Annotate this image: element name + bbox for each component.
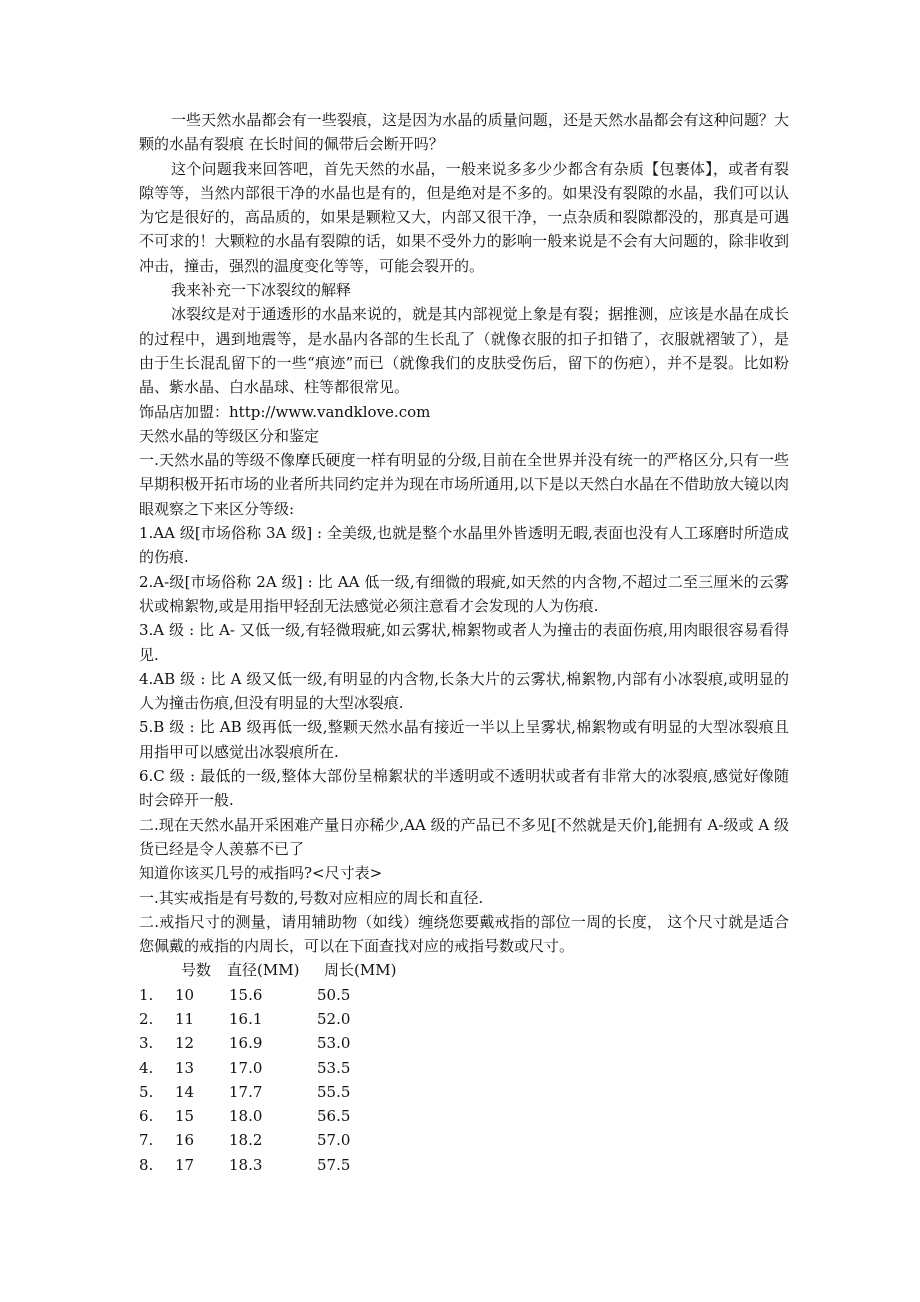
ring-diameter: 17.7	[229, 1082, 263, 1101]
table-row	[139, 1128, 789, 1152]
row-index: 4.	[139, 1058, 154, 1077]
table-row	[139, 1007, 789, 1031]
ring-size: 13	[175, 1058, 195, 1077]
paragraph: 3.A 级 : 比 A- 又低一级,有轻微瑕疵,如云雾状,棉絮物或者人为撞击的表面伤痕,用肉眼很容易看得见.	[139, 621, 789, 664]
ring-diameter: 18.3	[229, 1155, 263, 1174]
ring-circumference: 56.5	[317, 1107, 351, 1126]
ring-diameter: 16.1	[229, 1009, 263, 1028]
paragraph: 二.戒指尺寸的测量，请用辅助物（如线）缠绕您要戴戒指的部位一周的长度， 这个尺寸就是适合您佩戴的戒指的内周长，可以在下面查找对应的戒指号数或尺寸。	[139, 912, 789, 956]
ring-size: 17	[175, 1155, 195, 1174]
row-index: 1.	[139, 985, 154, 1004]
document-page	[139, 108, 789, 1177]
ring-diameter: 18.2	[229, 1131, 263, 1150]
ring-circumference: 52.0	[317, 1009, 351, 1028]
row-index: 7.	[139, 1131, 154, 1150]
ring-size: 12	[175, 1034, 195, 1053]
table-row	[139, 1031, 789, 1055]
paragraph: 天然水晶的等级区分和鉴定	[139, 426, 320, 445]
table-row	[139, 1153, 789, 1177]
paragraph: 一.其实戒指是有号数的,号数对应相应的周长和直径.	[139, 888, 484, 907]
paragraph: 二.现在天然水晶开采困难产量日亦稀少,AA 级的产品已不多见[不然就是天价],能拥有 A-级或 A 级货已经是令人羡慕不已了	[139, 815, 789, 858]
paragraph: 2.A-级[市场俗称 2A 级] : 比 AA 低一级,有细微的瑕疵,如天然的内含物,不超过二至三厘米的云雾状或棉絮物,或是用指甲轻刮无法感觉必须注意看才会发现的人为伤痕.	[139, 572, 789, 615]
ring-size: 11	[175, 1009, 195, 1028]
row-index: 5.	[139, 1082, 154, 1101]
table-row	[139, 1080, 789, 1104]
ring-size: 10	[175, 985, 195, 1004]
table-row	[139, 1056, 789, 1080]
ring-circumference: 55.5	[317, 1082, 351, 1101]
ring-size: 14	[175, 1082, 195, 1101]
ring-size-table	[139, 958, 789, 1177]
paragraph: 5.B 级 : 比 AB 级再低一级,整颗天然水晶有接近一半以上呈雾状,棉絮物或有明显的大型冰裂痕且用指甲可以感觉出冰裂痕所在.	[139, 718, 789, 761]
ring-circumference: 57.5	[317, 1155, 351, 1174]
table-header-row	[139, 958, 789, 982]
ring-diameter: 16.9	[229, 1034, 263, 1053]
ring-diameter: 17.0	[229, 1058, 263, 1077]
ring-circumference: 53.5	[317, 1058, 351, 1077]
ring-size: 15	[175, 1107, 195, 1126]
table-row	[139, 1104, 789, 1128]
paragraph: 6.C 级 : 最低的一级,整体大部份呈棉絮状的半透明或不透明状或者有非常大的冰裂痕,感觉好像随时会碎开一般.	[139, 767, 789, 810]
paragraph: 知道你该买几号的戒指吗?<尺寸表>	[139, 864, 383, 883]
paragraph: 1.AA 级[市场俗称 3A 级] : 全美级,也就是整个水晶里外皆透明无暇,表面也没有人工琢磨时所造成的伤痕.	[139, 524, 789, 567]
paragraph: 4.AB 级 : 比 A 级又低一级,有明显的内含物,长条大片的云雾状,棉絮物,内部有小冰裂痕,或明显的人为撞击伤痕,但没有明显的大型冰裂痕.	[139, 669, 789, 713]
table-row	[139, 983, 789, 1007]
paragraph: 一些天然水晶都会有一些裂痕，这是因为水晶的质量问题，还是天然水晶都会有这种问题？大颗的水晶有裂痕 在长时间的佩带后会断开吗？	[139, 111, 789, 154]
ring-diameter: 15.6	[229, 985, 263, 1004]
document-body	[139, 108, 789, 958]
paragraph: 这个问题我来回答吧，首先天然的水晶，一般来说多多少少都含有杂质【包裹体】，或者有裂隙等等，当然内部很干净的水晶也是有的，但是绝对是不多的。如果没有裂隙的水晶，我们可以认为它是很好的，高品质的，如果是颗粒又大，内部又很干净，一点杂质和裂隙都没的，那真是可遇不可求的！大颗粒的水晶有裂隙的话，如果不受外力的影响一般来说是不会有大问题的，除非收到冲击，撞击，强烈的温度变化等等，可能会裂开的。	[139, 159, 789, 275]
ring-size: 16	[175, 1131, 195, 1150]
header-size: 号数	[181, 961, 212, 980]
paragraph: 我来补充一下冰裂纹的解释	[171, 281, 352, 300]
row-index: 3.	[139, 1034, 154, 1053]
header-diameter: 直径(MM)	[227, 961, 300, 980]
row-index: 6.	[139, 1107, 154, 1126]
paragraph: 冰裂纹是对于通透形的水晶来说的，就是其内部视觉上象是有裂；据推测，应该是水晶在成长的过程中，遇到地震等，是水晶内各部的生长乱了（就像衣服的扣子扣错了，衣服就褶皱了），是由于生长混乱留下的一些“痕迹”而已（就像我们的皮肤受伤后，留下的伤疤），并不是裂。比如粉晶、紫水晶、白水晶球、柱等都很常见。	[139, 305, 789, 397]
ring-diameter: 18.0	[229, 1107, 263, 1126]
header-circumference: 周长(MM)	[324, 961, 397, 980]
row-index: 8.	[139, 1155, 154, 1174]
ring-circumference: 50.5	[317, 985, 351, 1004]
ring-circumference: 53.0	[317, 1034, 351, 1053]
ring-circumference: 57.0	[317, 1131, 351, 1150]
paragraph: 饰品店加盟：http://www.vandklove.com	[139, 402, 431, 421]
paragraph: 一.天然水晶的等级不像摩氏硬度一样有明显的分级,目前在全世界并没有统一的严格区分,只有一些早期积极开拓市场的业者所共同约定并为现在市场所通用,以下是以天然白水晶在不借助放大镜以肉眼观察之下来区分等级:	[139, 451, 789, 518]
row-index: 2.	[139, 1009, 154, 1028]
